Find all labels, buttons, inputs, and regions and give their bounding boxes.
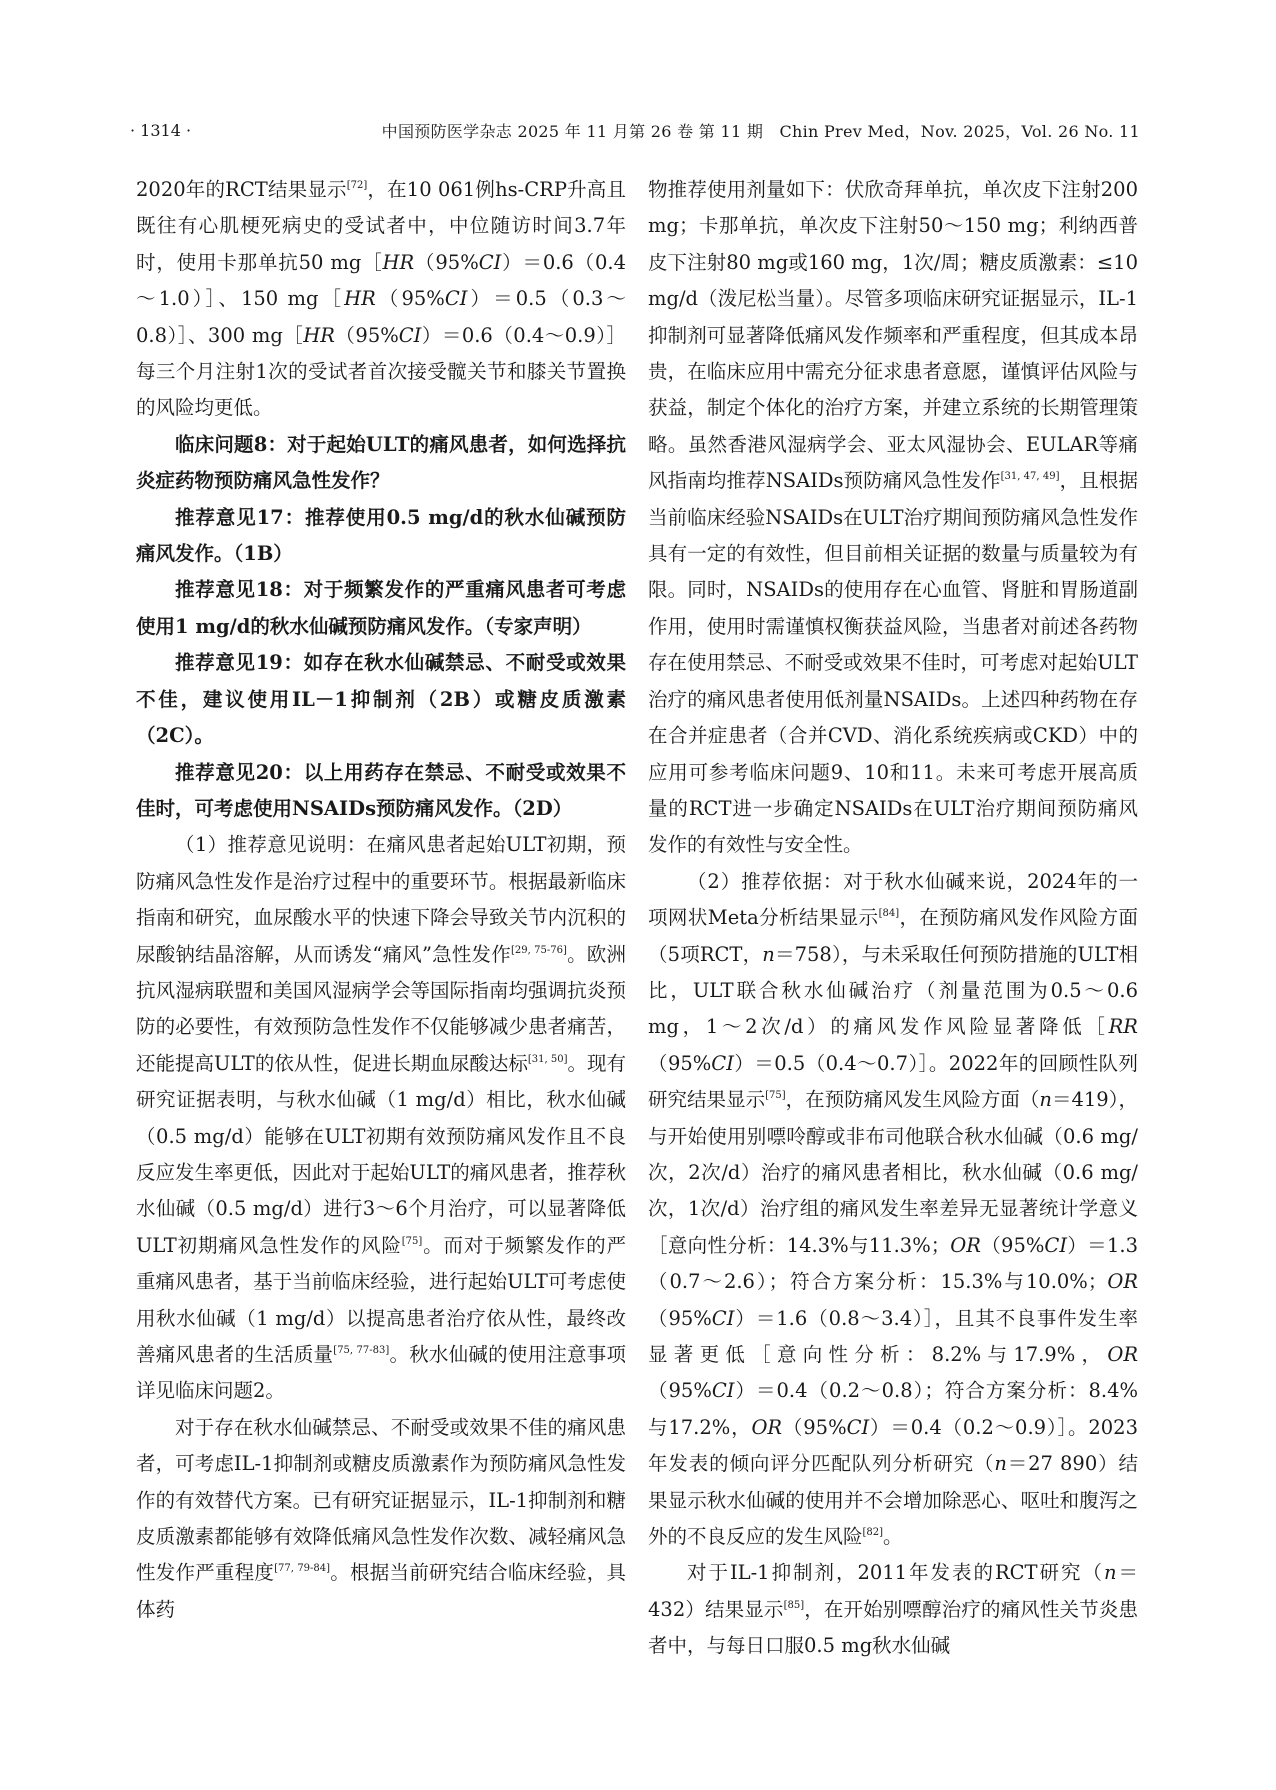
left-paragraph: 推荐意见19：如存在秋水仙碱禁忌、不耐受或效果不佳，建议使用IL－1抑制剂（2B）或糖皮质激素（2C）。 bbox=[136, 651, 626, 748]
running-header bbox=[130, 116, 1140, 144]
right-paragraph: 对于IL-1抑制剂，2011年发表的RCT研究（n＝432）结果显示[85]，在开始别嘌醇治疗的痛风性关节炎患者中，与每日口服0.5 mg秋水仙碱 bbox=[648, 1561, 1138, 1658]
right-paragraph: （2）推荐依据：对于秋水仙碱来说，2024年的一项网状Meta分析结果显示[84]，在预防痛风发作风险方面（5项RCT，n＝758），与未采取任何预防措施的ULT相比，ULT联合秋水仙碱治疗（剂量范围为0.5～0.6 mg，1～2次/d）的痛风发作风险显著降低［RR（95%CI）＝0.5（0.4～0.7）］。2022年的回顾性队列研究结果显示[75]，在预防痛风发生风险方面（n＝419），与开始使用别嘌呤醇或非布司他联合秋水仙碱（0.6 mg/次，2次/d）治疗的痛风患者相比，秋水仙碱（0.6 mg/次，1次/d）治疗组的痛风发生率差异无显著统计学意义［意向性分析：14.3%与11.3%；OR（95%CI）＝1.3（0.7～2.6）；符合方案分析：15.3%与10.0%；OR（95%CI）＝1.6（0.8～3.4）］，且其不良事件发生率显著更低［意向性分析：8.2%与17.9%，OR（95%CI）＝0.4（0.2～0.8）；符合方案分析：8.4%与17.2%，OR（95%CI）＝0.4（0.2～0.9）］。2023年发表的倾向评分匹配队列分析研究（n＝27 890）结果显示秋水仙碱的使用并不会增加除恶心、呕吐和腹泻之外的不良反应的发生风险[82]。 bbox=[648, 869, 1139, 1549]
right-column bbox=[648, 172, 1138, 1665]
left-paragraph: 推荐意见18：对于频繁发作的严重痛风患者可考虑使用1 mg/d的秋水仙碱预防痛风发作。（专家声明） bbox=[136, 578, 626, 638]
left-column bbox=[136, 172, 626, 1628]
left-paragraph: 推荐意见17：推荐使用0.5 mg/d的秋水仙碱预防痛风发作。（1B） bbox=[136, 505, 626, 566]
journal-citation: 中国预防医学杂志 2025 年 11 月第 26 卷 第 11 期 Chin Prev Med，Nov. 2025，Vol. 26 No. 11 bbox=[381, 121, 1140, 141]
left-paragraph: 临床问题8：对于起始ULT的痛风患者，如何选择抗炎症药物预防痛风急性发作？ bbox=[136, 432, 626, 493]
left-paragraph: 对于存在秋水仙碱禁忌、不耐受或效果不佳的痛风患者，可考虑IL-1抑制剂或糖皮质激素作为预防痛风急性发作的有效替代方案。已有研究证据显示，IL-1抑制剂和糖皮质激素都能够有效降低痛风急性发作次数、减轻痛风急性发作严重程度[77, 79-84]。根据当前研究结合临床经验，具体药 bbox=[136, 1415, 626, 1621]
right-paragraph: 物推荐使用剂量如下：伏欣奇拜单抗，单次皮下注射200 mg；卡那单抗，单次皮下注射50～150 mg；利纳西普皮下注射80 mg或160 mg，1次/周；糖皮质激素：≤10 mg/d（泼尼松当量）。尽管多项临床研究证据显示，IL-1抑制剂可显著降低痛风发作频率和严重程度，但其成本昂贵，在临床应用中需充分征求患者意愿，谨慎评估风险与获益，制定个体化的治疗方案，并建立系统的长期管理策略。虽然香港风湿病学会、亚太风湿协会、EULAR等痛风指南均推荐NSAIDs预防痛风急性发作[31, 47, 49]，且根据当前临床经验NSAIDs在ULT治疗期间预防痛风急性发作具有一定的有效性，但目前相关证据的数量与质量较为有限。同时，NSAIDs的使用存在心血管、肾脏和胃肠道副作用，使用时需谨慎权衡获益风险，当患者对前述各药物存在使用禁忌、不耐受或效果不佳时，可考虑对起始ULT治疗的痛风患者使用低剂量NSAIDs。上述四种药物在存在合并症患者（合并CVD、消化系统疾病或CKD）中的应用可参考临床问题9、10和11。未来可考虑开展高质量的RCT进一步确定NSAIDs在ULT治疗期间预防痛风发作的有效性与安全性。 bbox=[648, 178, 1138, 857]
left-paragraph: 推荐意见20：以上用药存在禁忌、不耐受或效果不佳时，可考虑使用NSAIDs预防痛风发作。（2D） bbox=[136, 760, 626, 820]
left-paragraph: 2020年的RCT结果显示[72]，在10 061例hs-CRP升高且既往有心肌梗死病史的受试者中，中位随访时间3.7年时，使用卡那单抗50 mg［HR（95%CI）＝0.6（0.4～1.0）］、150 mg［HR（95%CI）＝0.5（0.3～0.8）］、300 mg［HR（95%CI）＝0.6（0.4～0.9）］每三个月注射1次的受试者首次接受髋关节和膝关节置换的风险均更低。 bbox=[136, 178, 627, 420]
page-number: · 1314 · bbox=[130, 120, 192, 140]
left-paragraph: （1）推荐意见说明：在痛风患者起始ULT初期，预防痛风急性发作是治疗过程中的重要环节。根据最新临床指南和研究，血尿酸水平的快速下降会导致关节内沉积的尿酸钠结晶溶解，从而诱发“痛风”急性发作[29, 75-76]。欧洲抗风湿病联盟和美国风湿病学会等国际指南均强调抗炎预防的必要性，有效预防急性发作不仅能够减少患者痛苦，还能提高ULT的依从性，促进长期血尿酸达标[31, 50]。现有研究证据表明，与秋水仙碱（1 mg/d）相比，秋水仙碱（0.5 mg/d）能够在ULT初期有效预防痛风发作且不良反应发生率更低，因此对于起始ULT的痛风患者，推荐秋水仙碱（0.5 mg/d）进行3～6个月治疗，可以显著降低ULT初期痛风急性发作的风险[75]。而对于频繁发作的严重痛风患者，基于当前临床经验，进行起始ULT可考虑使用秋水仙碱（1 mg/d）以提高患者治疗依从性，最终改善痛风患者的生活质量[75, 77-83]。秋水仙碱的使用注意事项详见临床问题2。 bbox=[136, 833, 626, 1403]
